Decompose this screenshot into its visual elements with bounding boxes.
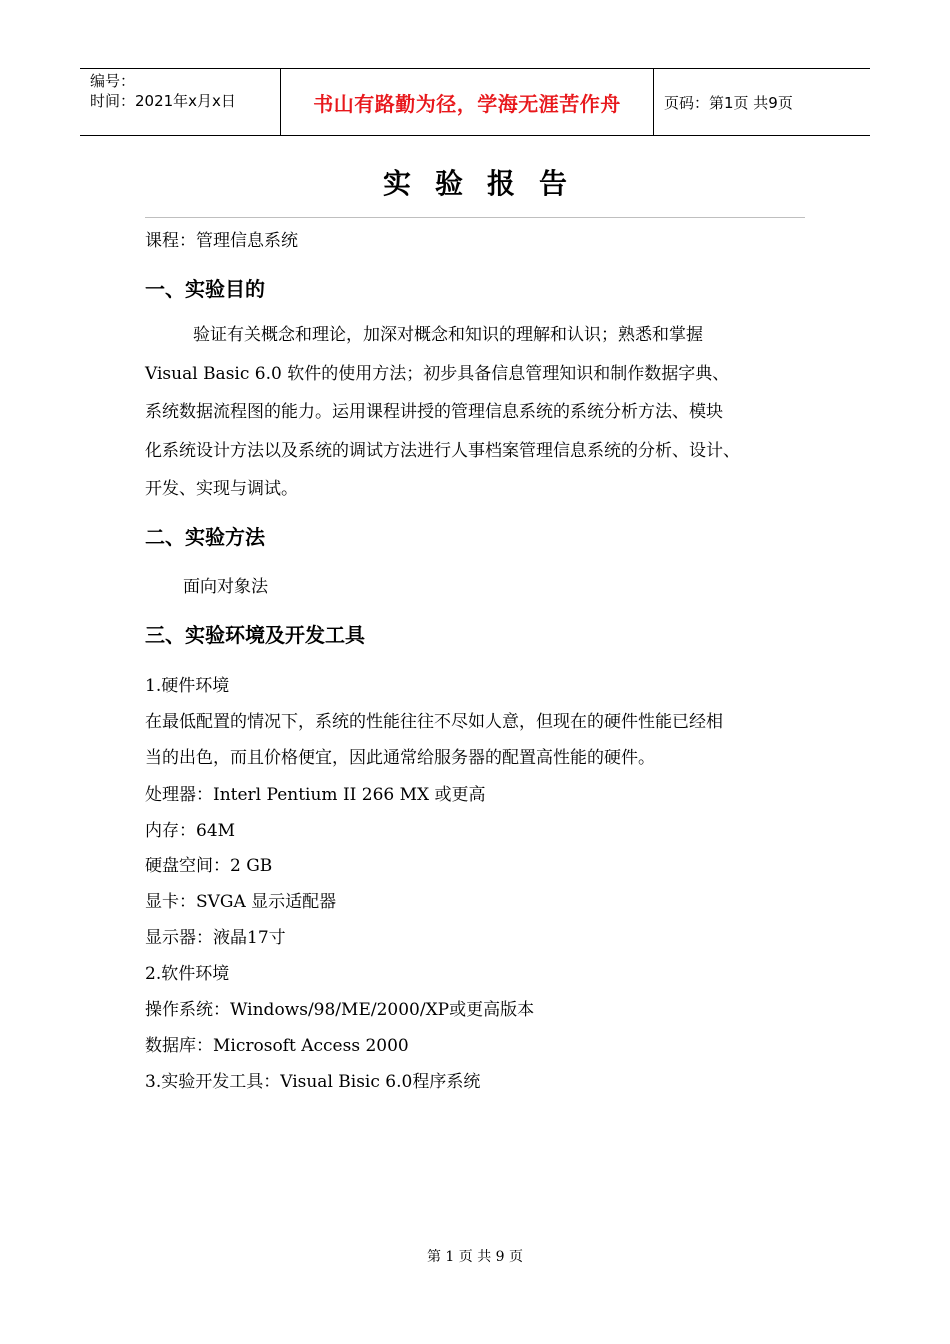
header-motto: 书山有路勤为径，学海无涯苦作舟 [313, 91, 621, 116]
header-page-info: 页码：第1页 共9页 [664, 93, 793, 112]
paragraph-line: 化系统设计方法以及系统的调试方法进行人事档案管理信息系统的分析、设计、 [145, 440, 740, 461]
section-1-paragraph [145, 316, 825, 509]
section-1-heading: 一、实验目的 [145, 277, 265, 301]
section-2-heading: 二、实验方法 [145, 525, 265, 549]
disk-line: 硬盘空间：2 GB [145, 856, 273, 876]
header-meta-cell [80, 69, 281, 135]
header-motto-cell [281, 69, 654, 135]
hardware-desc-1: 在最低配置的情况下，系统的性能往往不尽如人意，但现在的硬件性能已经相 [145, 712, 723, 732]
header-page-cell [654, 69, 870, 135]
database-line: 数据库：Microsoft Access 2000 [145, 1036, 409, 1056]
doc-code-label: 编号： [90, 72, 136, 90]
memory-line: 内存：64M [145, 821, 236, 841]
title-divider [145, 217, 805, 218]
hardware-title: 1.硬件环境 [145, 676, 230, 696]
cpu-line: 处理器：Interl Pentium II 266 MX 或更高 [145, 785, 486, 805]
software-title: 2.软件环境 [145, 964, 230, 984]
monitor-line: 显示器：液晶17寸 [145, 928, 286, 948]
gpu-line: 显卡：SVGA 显示适配器 [145, 892, 337, 912]
page-title: 实验报告 [382, 167, 591, 200]
paragraph-line: 开发、实现与调试。 [145, 479, 298, 499]
header-table [80, 68, 870, 136]
paragraph-line: 系统数据流程图的能力。运用课程讲授的管理信息系统的系统分析方法、模块 [145, 402, 723, 422]
section-2-text: 面向对象法 [183, 577, 268, 597]
os-line: 操作系统：Windows/98/ME/2000/XP或更高版本 [145, 1000, 535, 1020]
dev-tool-line: 3.实验开发工具：Visual Bisic 6.0程序系统 [145, 1072, 481, 1092]
paragraph-line: Visual Basic 6.0 软件的使用方法；初步具备信息管理知识和制作数据字典、 [145, 363, 730, 384]
hardware-desc-2: 当的出色，而且价格便宜，因此通常给服务器的配置高性能的硬件。 [145, 748, 655, 768]
page-footer: 第 1 页 共 9 页 [426, 1249, 524, 1265]
doc-time-label: 时间：2021年x月x日 [90, 92, 236, 110]
paragraph-line: 验证有关概念和理论，加深对概念和知识的理解和认识；熟悉和掌握 [193, 325, 703, 345]
section-3-heading: 三、实验环境及开发工具 [145, 623, 365, 647]
course-line: 课程：管理信息系统 [145, 231, 298, 251]
